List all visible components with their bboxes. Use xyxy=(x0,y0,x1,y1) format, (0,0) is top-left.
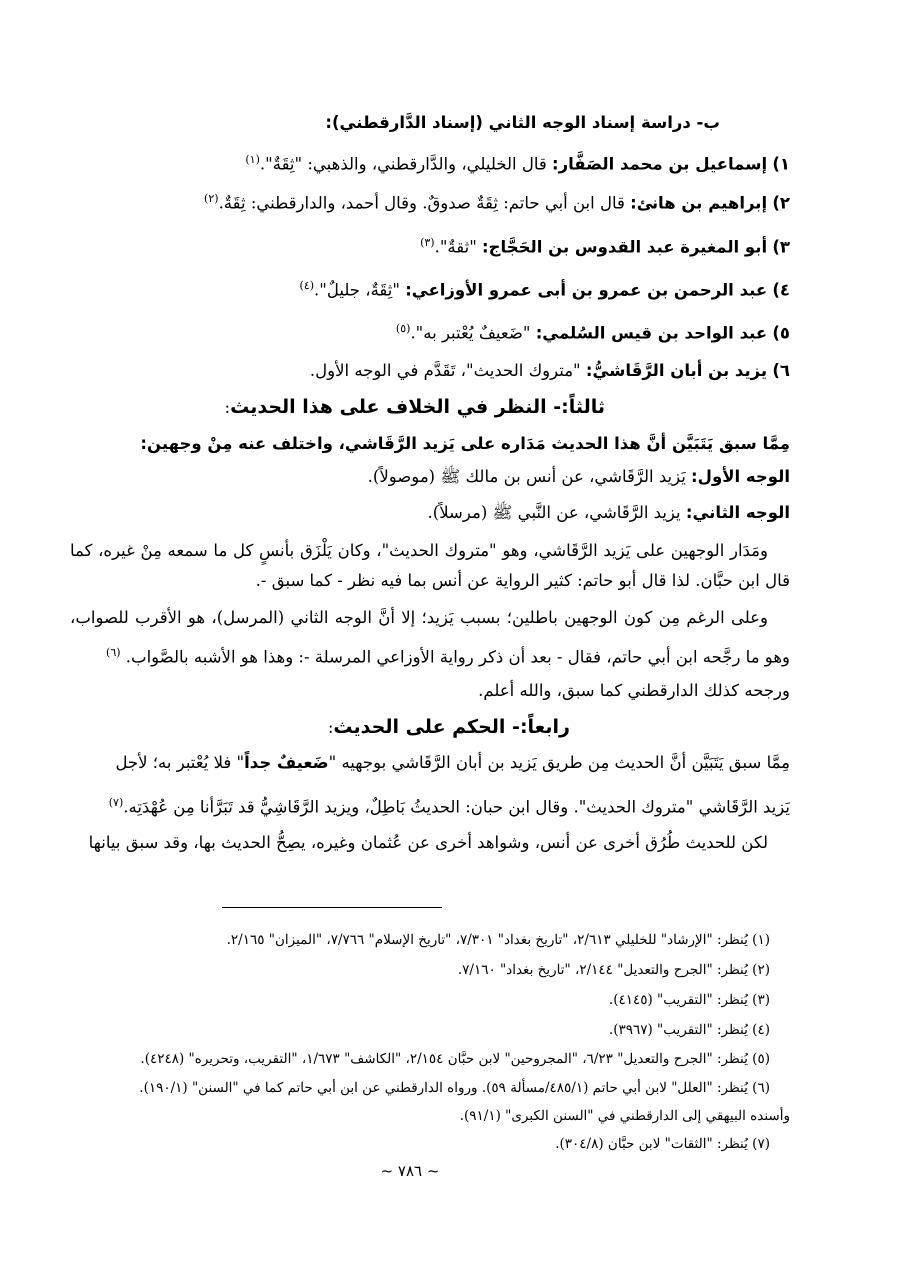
footnote-ref: (١) xyxy=(245,153,260,166)
narrator-item-2 xyxy=(204,186,790,217)
section-b-heading xyxy=(325,110,720,136)
footnote-ref: (٤) xyxy=(299,279,315,292)
item-number: ٣) xyxy=(772,237,790,257)
narrator-item-1 xyxy=(245,147,790,178)
ruling-grade: ضَعيفٌ جداً xyxy=(244,753,329,772)
narrator-grade: "ضَعيفٌ يُعْتبر به". xyxy=(410,323,536,343)
face-1 xyxy=(368,464,790,490)
narrator-grade: "ثقةٌ". xyxy=(434,237,483,257)
face-label: الوجه الأول: xyxy=(691,467,790,486)
narrator-name: إبراهيم بن هانئ: xyxy=(630,193,768,213)
narrator-item-5 xyxy=(396,316,790,347)
paragraph-2-line-2 xyxy=(106,640,790,671)
paragraph-1-line-1: ومَدَار الوجهين على يَزيد الرَّقَاشي، وهو "متروك الحديث"، وكان يَلْزَق بأنسٍ كل ما سمعه مِنْ غيره، كما xyxy=(70,541,768,560)
ruling-text: مِمَّا سبق يَتَبَيَّن أنَّ الحديث مِن طريق يَزيد بن أبان الرَّقَاشي بوجهيه " xyxy=(328,753,790,772)
footnote-6: (٦) يُنظر: "العلل" لابن أبي حاتم (٤٨٥/١/مسألة ٥٩). ورواه الدارقطني عن ابن أبي حاتم كما في "السنن" (١٩٠/١). xyxy=(139,1080,770,1096)
item-number: ٤) xyxy=(772,280,790,300)
paragraph-1-line-2: قال ابن حبَّان. لذا قال أبو حاتم: كثير الرواية عن أنس بما فيه نظر - كما سبق -. xyxy=(255,571,790,590)
footnote-4: (٤) يُنظر: "التقريب" (٣٩٦٧). xyxy=(608,1022,770,1038)
face-label: الوجه الثاني: xyxy=(685,503,790,522)
face-text: يزيد الرَّقَاشي، عن النَّبي ﷺ (مرسلاً). xyxy=(427,503,686,522)
heading-colon: : xyxy=(327,718,334,737)
heading-text: ب- دراسة إسناد الوجه الثاني (إسناد الدَّارقطني): xyxy=(325,113,720,132)
ruling-text: يَزيد الرَّقَاشي "متروك الحديث". وقال ابن حبان: الحديثُ بَاطِلٌ، ويزيد الرَّقَاشِيُّ قد تَبَرَّأنا مِن عُهْدَتِه. xyxy=(123,797,790,817)
ruling-line-3: لكن للحديث طُرُق أخرى عن أنس، وشواهد أخرى عن عُثمان وغيره، يصِحُّ الحديث بها، وقد سبق بيانها xyxy=(88,833,768,852)
item-number: ٢) xyxy=(772,193,790,213)
item-number: ١) xyxy=(772,154,790,174)
footnote-ref: (٧) xyxy=(108,796,124,809)
section-3-heading xyxy=(225,394,605,421)
face-2 xyxy=(428,500,790,526)
ruling-line-2 xyxy=(109,790,790,821)
section-3-intro xyxy=(140,431,790,457)
item-number: ٥) xyxy=(772,323,790,343)
narrator-name: أبو المغيرة عبد القدوس بن الحَجَّاج: xyxy=(482,237,768,257)
narrator-grade: قال الخليلي، والدَّارقطني، والذهبي: "ثِقَةٌ". xyxy=(259,154,552,174)
narrator-name: عبد الرحمن بن عمرو بن أبى عمرو الأوزاعي: xyxy=(405,280,768,300)
footnote-7: (٧) يُنظر: "الثقات" لابن حبَّان (٣٠٤/٨). xyxy=(555,1136,770,1152)
footnote-ref: (٥) xyxy=(395,322,411,335)
footnote-6-continued: وأسنده البيهقي إلى الدارقطني في "السنن الكبرى" (٩١/١). xyxy=(459,1108,790,1124)
section-4-heading xyxy=(328,714,570,741)
narrator-grade: "ثِقَةٌ، جليلٌ". xyxy=(314,280,406,300)
intro-text: مِمَّا سبق يَتَبَيَّن أنَّ هذا الحديث مَدَاره على يَزيد الرَّقَاشي، واختلف عنه مِنْ وجهين: xyxy=(140,434,790,453)
item-number: ٦) xyxy=(772,361,790,380)
heading-text: رابعاً:- الحكم على الحديث xyxy=(333,716,570,738)
footnote-1: (١) يُنظر: "الإرشاد" للخليلي ٢/٦١٣، "تاريخ بغداد" ٧/٣٠١، "تاريخ الإسلام" ٧/٧٦٦، "الميزان" ٢/١٦٥. xyxy=(226,932,770,948)
paragraph-2-line-1: وعلى الرغم مِن كون الوجهين باطلين؛ بسبب يَزيد؛ إلا أنَّ الوجه الثاني (المرسل)، هو الأقرب للصواب، xyxy=(70,608,768,627)
ruling-line-1 xyxy=(115,750,790,776)
footnote-3: (٣) يُنظر: "التقريب" (٤١٤٥). xyxy=(608,992,770,1008)
narrator-item-4 xyxy=(300,273,790,304)
narrator-name: عبد الواحد بن قيس السُلمي: xyxy=(535,323,768,343)
footnote-ref: (٣) xyxy=(420,236,435,249)
footnote-5: (٥) يُنظر: "الجرح والتعديل" ٦/٢٣، "المجروحين" لابن حبَّان ٢/١٥٤، "الكاشف" ١/٦٧٣، "التقريب، وتحريره" (٤٢٤٨). xyxy=(140,1051,770,1067)
ruling-text: " فلا يُعْتبر به؛ لأجل xyxy=(115,753,245,772)
footnote-2: (٢) يُنظر: "الجرح والتعديل" ٢/١٤٤، "تاريخ بغداد" ٧/١٦٠. xyxy=(457,962,770,978)
narrator-grade: قال ابن أبي حاتم: ثِقَةٌ صدوقٌ. وقال أحمد، والدارقطني: ثِقَةٌ. xyxy=(218,193,631,213)
footnote-ref: (٦) xyxy=(106,646,121,659)
heading-colon: : xyxy=(224,398,231,417)
face-text: يَزيد الرَّقَاشي، عن أنس بن مالك ﷺ (موصولاً). xyxy=(367,467,692,486)
page-number: ~ ٧٨٦ ~ xyxy=(380,1162,440,1180)
footnote-ref: (٢) xyxy=(204,192,219,205)
narrator-name: إسماعيل بن محمد الصَفَّار: xyxy=(551,154,768,174)
narrator-item-6 xyxy=(310,358,790,384)
narrator-grade: "متروك الحديث"، تَقَدَّم في الوجه الأول. xyxy=(309,361,586,380)
paragraph-text: وهو ما رجَّحه ابن أبي حاتم، فقال - بعد أن ذكر رواية الأوزاعي المرسلة -: وهذا هو الأشبه بالصَّواب. xyxy=(125,647,790,667)
narrator-item-3 xyxy=(420,230,790,261)
narrator-name: يزيد بن أبان الرَّقَاشيُّ: xyxy=(585,361,768,380)
footnote-separator xyxy=(222,907,442,908)
paragraph-2-line-3: ورجحه كذلك الدارقطني كما سبق، والله أعلم. xyxy=(478,681,790,700)
heading-text: ثالثاً:- النظر في الخلاف على هذا الحديث xyxy=(230,396,605,418)
